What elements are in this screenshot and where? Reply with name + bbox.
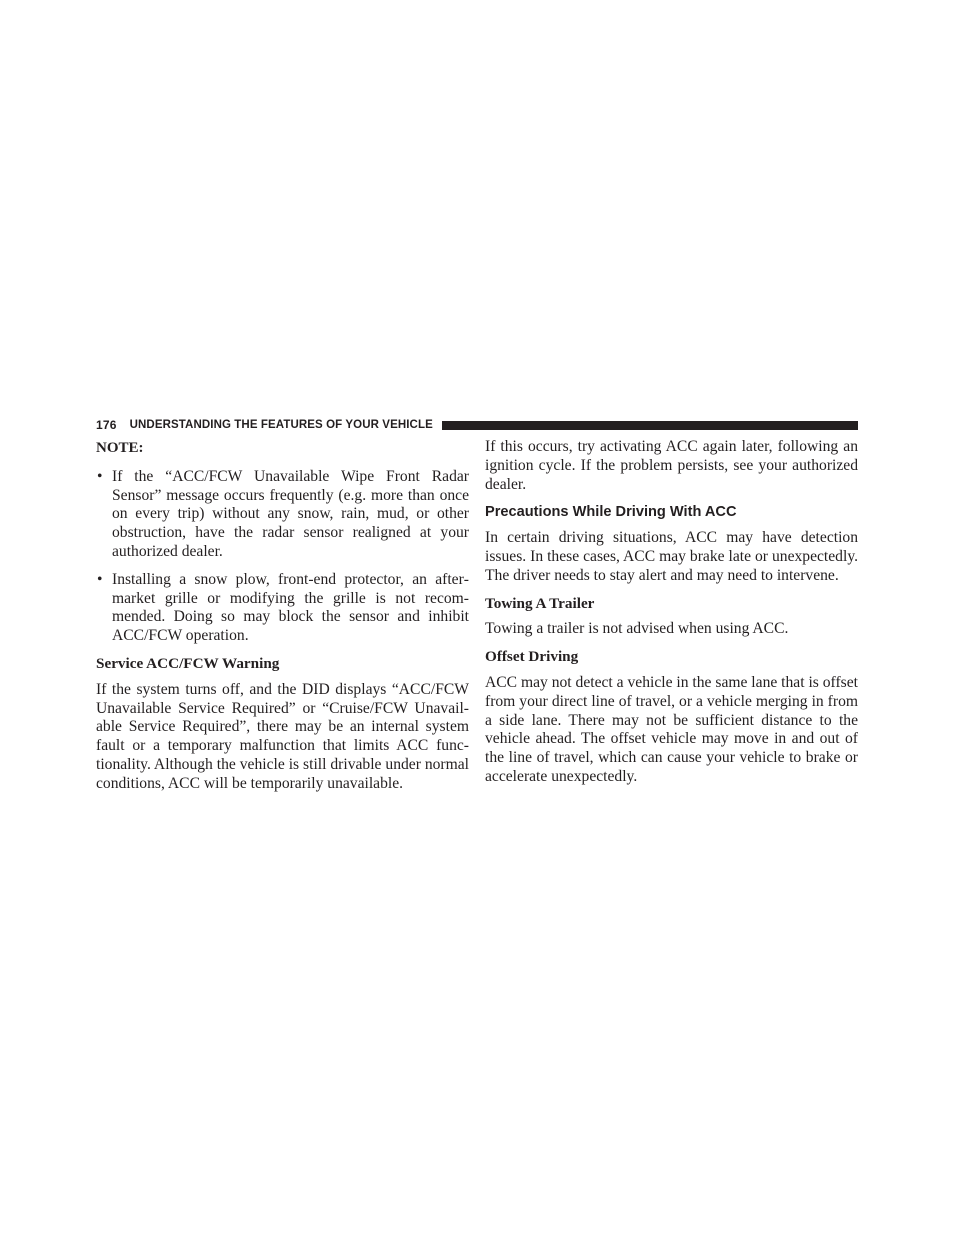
left-column: [96, 438, 469, 794]
list-item: [96, 571, 469, 646]
bullet-icon: •: [97, 570, 103, 588]
page-number: 176: [96, 418, 117, 432]
note-label: NOTE:: [96, 440, 144, 456]
offset-driving-heading: Offset Driving: [485, 648, 579, 666]
precautions-heading: Precautions While Driving With ACC: [485, 504, 737, 521]
towing-heading: Towing A Trailer: [485, 594, 595, 612]
bullet-text: Installing a snow plow, front-end protector, an aftermarket grille or modifying the grille is not recommended. Doing so may block the sensor and inhibit ACC/FCW operation.: [112, 570, 469, 645]
continuation-text: If this occurs, try activating ACC again later, following an ignition cycle. If the problem persists, see your authorized dealer.: [485, 438, 858, 493]
service-warning-heading: Service ACC/FCW Warning: [96, 654, 280, 672]
header-rule: [442, 421, 858, 430]
bullet-icon: •: [97, 467, 103, 485]
right-column: [485, 438, 858, 787]
bullet-text: If the “ACC/FCW Unavailable Wipe Front Radar Sensor” message occurs frequently (e.g. more than once on every trip) without any snow, rain, mud, or other obstruction, have the radar sensor realigned at your authorized dealer.: [112, 467, 469, 560]
towing-text: Towing a trailer is not advised when using ACC.: [485, 620, 789, 638]
section-title: UNDERSTANDING THE FEATURES OF YOUR VEHICLE: [129, 419, 433, 431]
service-warning-text: If the system turns off, and the DID displays “ACC/FCW Unavailable Service Required” or “Cruise/FCW Unavailable Service Required”, there may be an internal system fault or a temporary malfunction that limits ACC functionality. Although the vehicle is still drivable under normal conditions, ACC will be temporarily unavailable.: [96, 680, 469, 792]
list-item: [96, 468, 469, 562]
page-header: [96, 417, 858, 433]
precautions-text: In certain driving situations, ACC may have detection issues. In these cases, ACC may brake late or unexpectedly. The driver needs to stay alert and may need to intervene.: [485, 529, 858, 584]
note-bullet-list: [96, 468, 469, 646]
offset-driving-text: ACC may not detect a vehicle in the same lane that is offset from your direct line of travel, or a vehicle merging in from a side lane. There may not be sufficient distance to the vehicle ahead. The offset vehicle may move in and out of the line of travel, which can cause your vehicle to brake or accelerate unexpectedly.: [485, 673, 858, 785]
